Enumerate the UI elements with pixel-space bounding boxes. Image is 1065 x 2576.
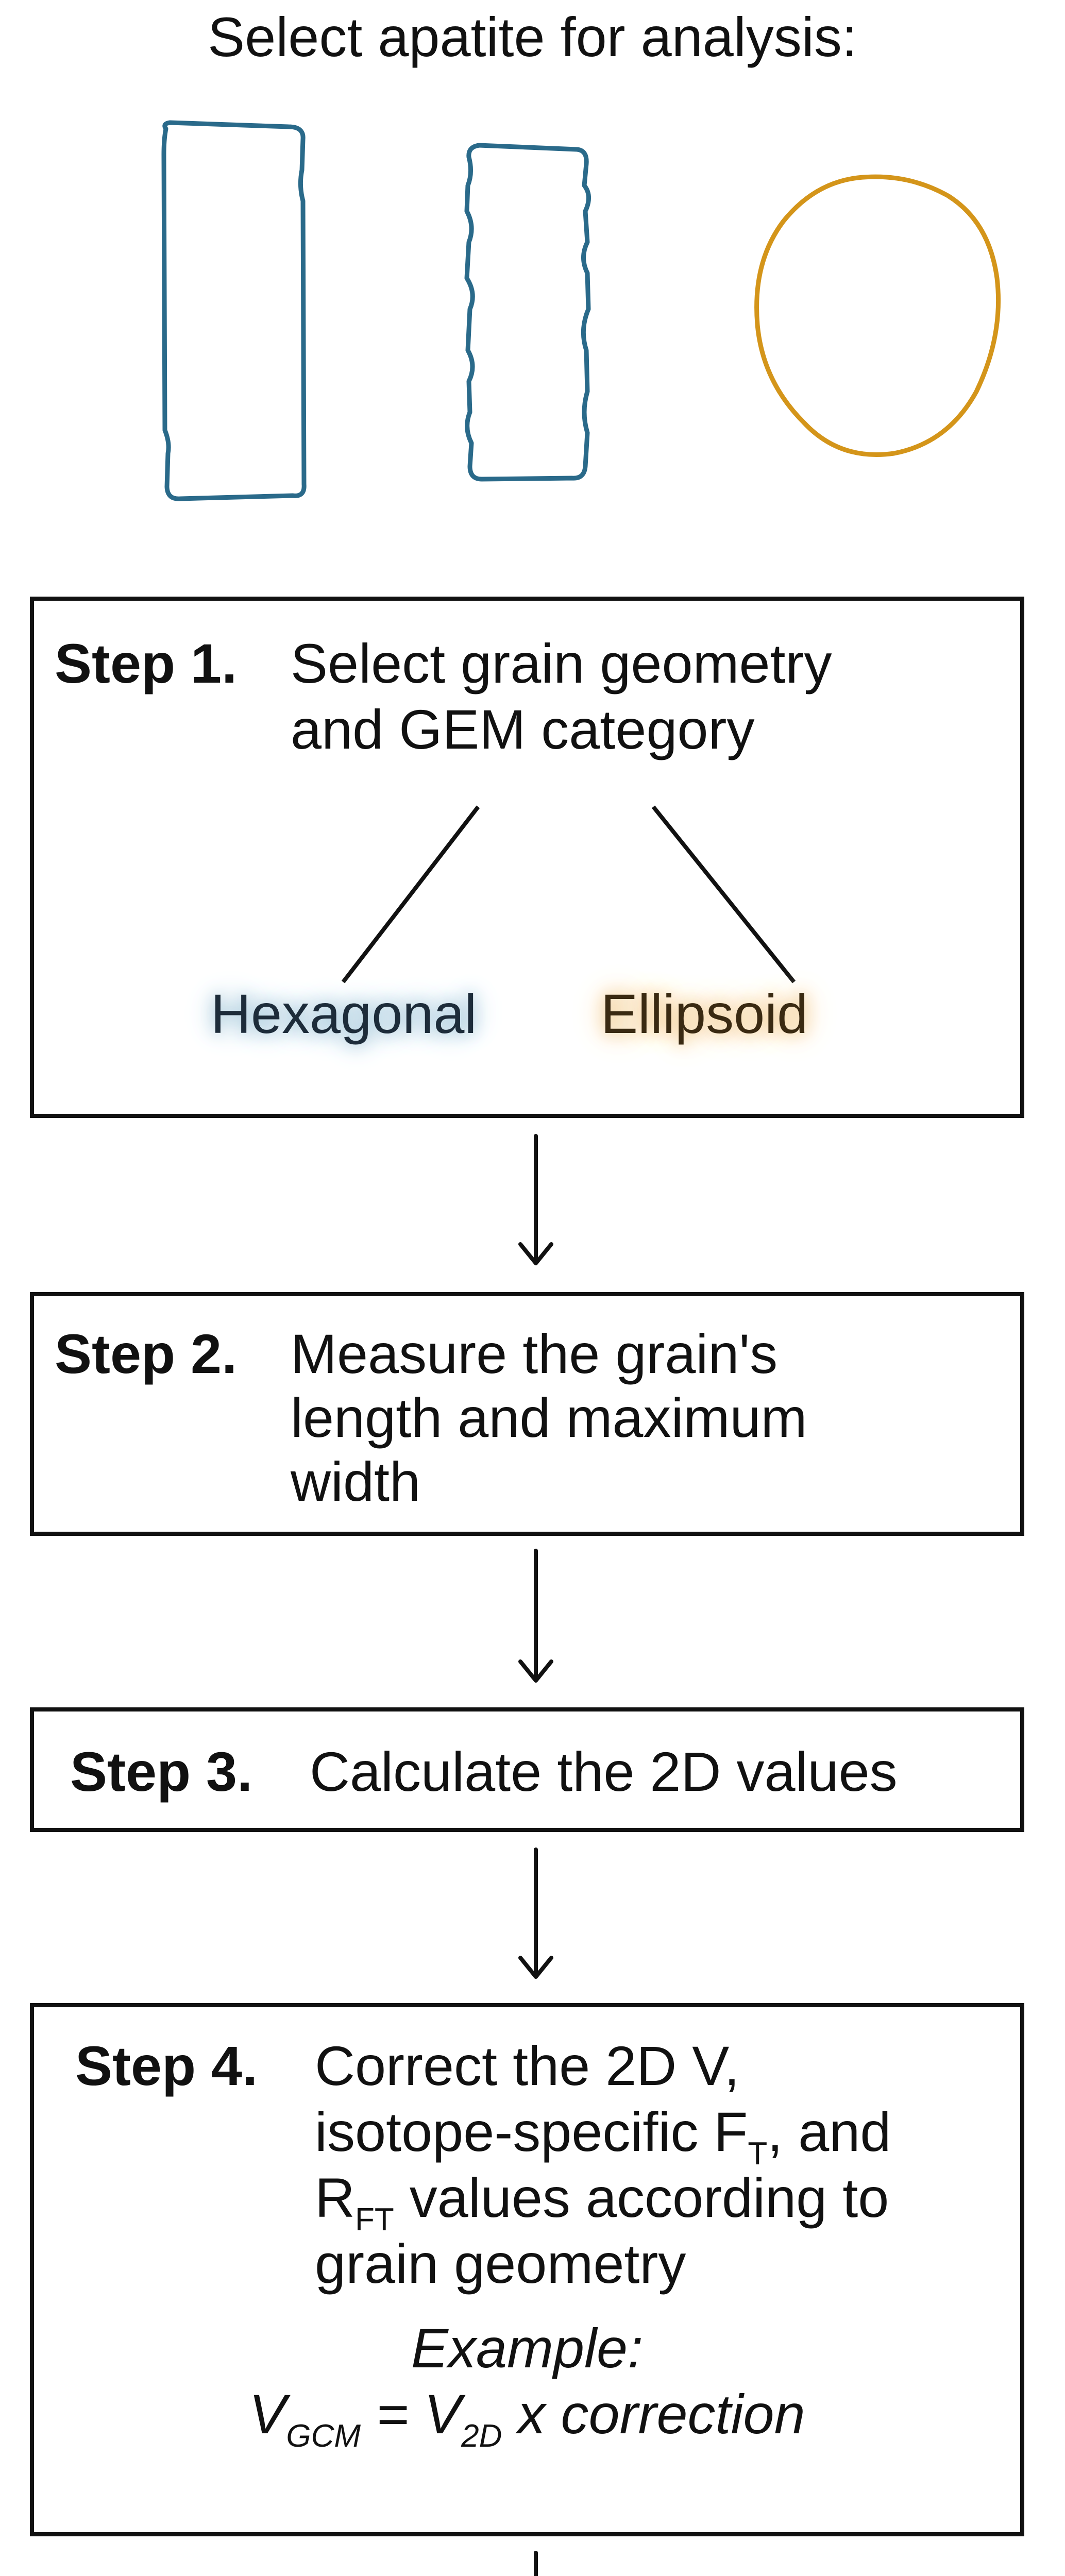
step-2-label: Step 2. [55, 1323, 238, 1385]
step-2-line-2: length and maximum [291, 1386, 807, 1449]
step-1-box [30, 597, 1024, 1118]
step-4-line-4: grain geometry [315, 2232, 686, 2295]
step-1-label: Step 1. [55, 632, 238, 694]
hexagonal-grain-2 [467, 145, 589, 479]
grain-illustrations [0, 0, 1065, 515]
ellipsoid-grain [757, 177, 999, 454]
page-title: Select apatite for analysis: [208, 6, 857, 68]
category-branch-lines [34, 796, 1020, 1003]
step-3-label: Step 3. [70, 1740, 253, 1803]
step-4-line-3: $R_{FT}$ values according to [315, 2166, 889, 2238]
step-3-box [30, 1707, 1024, 1832]
step-4-line-1: Correct the 2D V, [315, 2035, 740, 2097]
step-4-box [30, 2003, 1024, 2536]
step-4-example-formula: $V_{GCM} = V_{2D}$ x correction [249, 2383, 805, 2454]
category-hexagonal: Hexagonal [211, 982, 477, 1045]
arrow-step-2-to-3 [520, 1551, 551, 1681]
step-4-example-label: Example: [411, 2317, 644, 2379]
step-4-line-2: isotope-specific $F_T$, and [315, 2100, 891, 2172]
arrow-step-4-to-5 [520, 2553, 551, 2576]
step-1-line-1: Select grain geometry [291, 632, 832, 694]
arrow-step-1-to-2 [520, 1136, 551, 1263]
arrow-step-3-to-4 [520, 1850, 551, 1977]
hexagonal-grain-1 [164, 123, 304, 499]
category-ellipsoid: Ellipsoid [601, 982, 808, 1045]
step-2-box [30, 1292, 1024, 1536]
step-2-line-1: Measure the grain's [291, 1323, 778, 1385]
step-1-line-2: and GEM category [291, 698, 755, 760]
step-4-label: Step 4. [75, 2035, 258, 2097]
step-2-line-3: width [291, 1450, 421, 1513]
step-3-line-1: Calculate the 2D values [310, 1740, 898, 1803]
